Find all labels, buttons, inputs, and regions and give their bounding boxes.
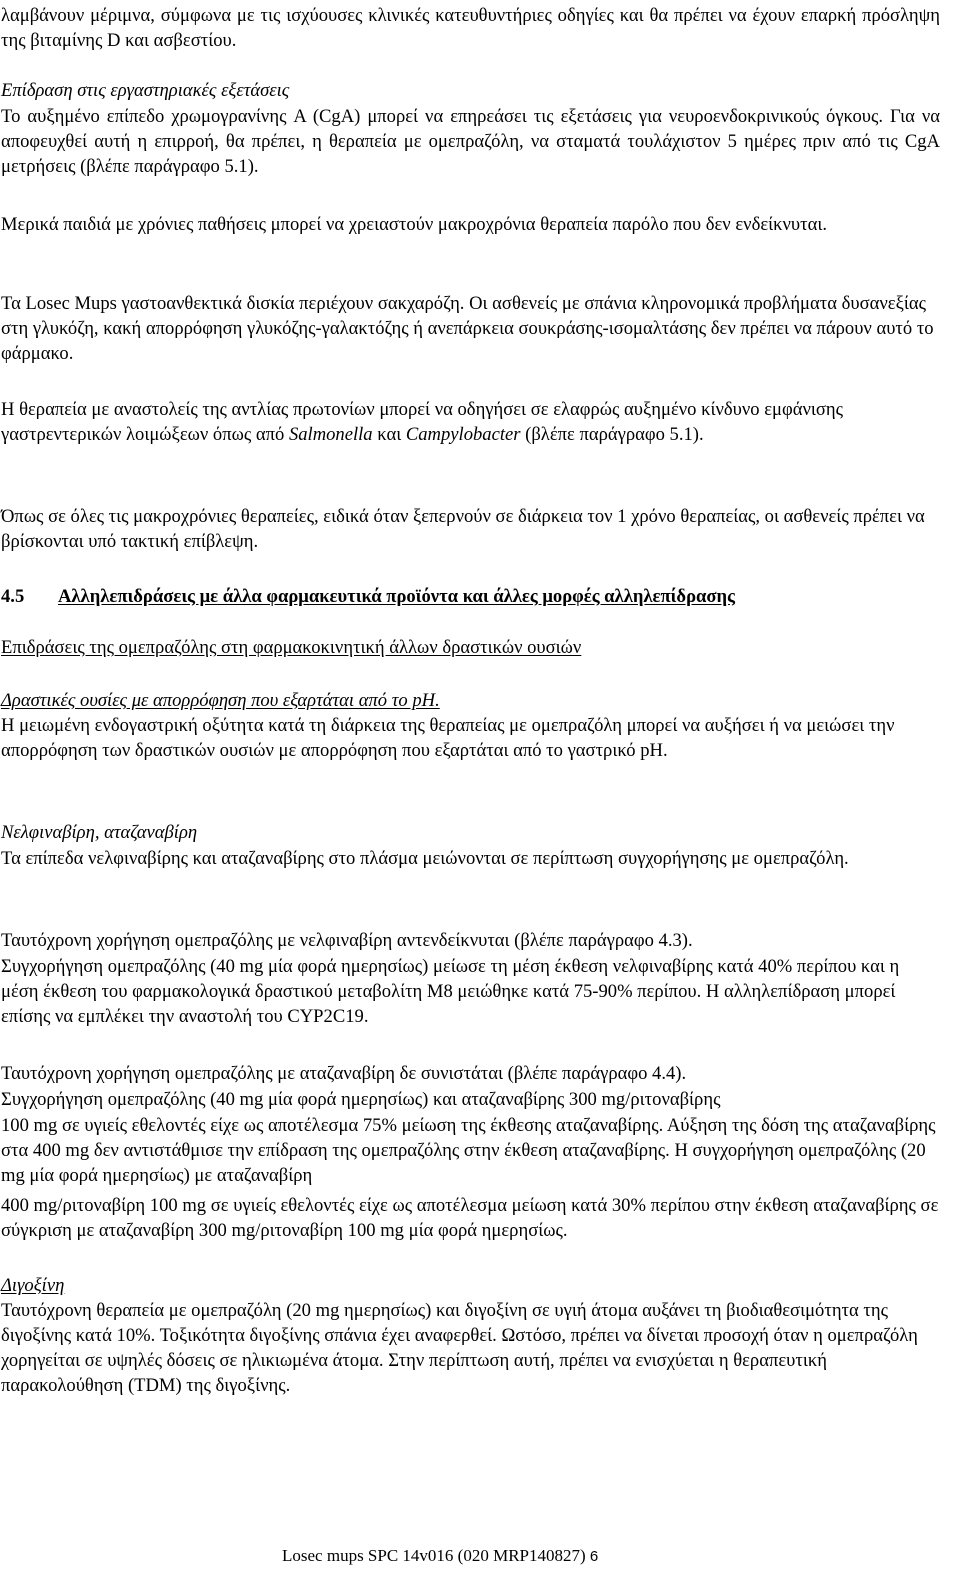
- nelfinavir-subheading: Νελφιναβίρη, αταζαναβίρη: [1, 822, 198, 843]
- footer-text: Losec mups SPC 14v016 (020 MRP140827): [282, 1546, 586, 1565]
- ph-subheading-text: Δραστικές ουσίες με απορρόφηση που εξαρτάται από το pH.: [1, 690, 440, 711]
- page-number: 6: [589, 1548, 599, 1565]
- children-paragraph: Μερικά παιδιά με χρόνιες παθήσεις μπορεί να χρειαστούν μακροχρόνια θεραπεία παρόλο που δεν ενδείκνυται.: [1, 214, 827, 235]
- section-title: Αλληλεπιδράσεις με άλλα φαρμακευτικά προϊόντα και άλλες μορφές αλληλεπίδρασης: [58, 586, 735, 607]
- infection-text-a: Η θεραπεία με αναστολείς της αντλίας πρωτονίων μπορεί να οδηγήσει σε ελαφρώς αυξημένο κίνδυνο εμφάνισης γαστρεντερικών λοιμώξεων όπως από: [1, 399, 843, 445]
- section-number: 4.5: [1, 586, 25, 607]
- lab-tests-title: Επίδραση στις εργαστηριακές εξετάσεις: [1, 80, 290, 101]
- digoxin-subheading-text: Διγοξίνη: [1, 1275, 65, 1296]
- ph-subheading: [1, 688, 940, 713]
- atazanavir-line-2: Συγχορήγηση ομεπραζόλης (40 mg μία φορά ημερησίως) και αταζαναβίρης 300 mg/ριτοναβίρης: [1, 1089, 721, 1110]
- intro-paragraph: λαμβάνουν μέριμνα, σύμφωνα με τις ισχύουσες κλινικές κατευθυντήριες οδηγίες και θα πρέπει να έχουν επαρκή πρόσληψη της βιταμίνης D και ασβεστίου.: [1, 5, 940, 51]
- sucrose-paragraph: Τα Losec Mups γαστοανθεκτικά δισκία περιέχουν σακχαρόζη. Οι ασθενείς με σπάνια κληρονομικά προβλήματα δυσανεξίας στη γλυκόζη, κακή απορρόφηση γλυκόζης-γαλακτόζης ή ανεπάρκεια σουκράσης-ισομαλτάσης δεν πρέπει να πάρουν αυτό το φάρμακο.: [1, 293, 934, 364]
- infection-text-c: (βλέπε παράγραφο 5.1).: [520, 424, 704, 445]
- atazanavir-line-4: 400 mg/ριτοναβίρη 100 mg σε υγιείς εθελοντές είχε ως αποτέλεσμα μείωση κατά 30% περίπου στην έκθεση αταζαναβίρης σε σύγκριση με αταζαναβίρη 300 mg/ριτοναβίρη 100 mg μία φορά ημερησίως.: [1, 1195, 939, 1241]
- campylobacter-term: Campylobacter: [405, 424, 521, 445]
- salmonella-term: Salmonella: [288, 424, 373, 445]
- nelfinavir-contraindication: Ταυτόχρονη χορήγηση ομεπραζόλης με νελφιναβίρη αντενδείκνυται (βλέπε παράγραφο 4.3).: [1, 930, 693, 951]
- long-term-paragraph: Όπως σε όλες τις μακροχρόνιες θεραπείες, ειδικά όταν ξεπερνούν σε διάρκεια τον 1 χρόνο θεραπείας, οι ασθενείς πρέπει να βρίσκονται υπό τακτική επίβλεψη.: [1, 506, 925, 552]
- ph-paragraph: Η μειωμένη ενδογαστρική οξύτητα κατά τη διάρκεια της θεραπείας με ομεπραζόλη μπορεί να αυξήσει ή να μειώσει την απορρόφηση των δραστικών ουσιών με απορρόφηση που εξαρτάται από το γαστρικό pH.: [1, 715, 895, 761]
- section-heading: [1, 584, 735, 609]
- digoxin-paragraph: Ταυτόχρονη θεραπεία με ομεπραζόλη (20 mg ημερησίως) και διγοξίνη σε υγιή άτομα αυξάνει τη βιοδιαθεσιμότητα της διγοξίνης κατά 10%. Τοξικότητα διγοξίνης σπάνια έχει αναφερθεί. Ωστόσο, πρέπει να δίνεται προσοχή όταν η ομεπραζόλη χορηγείται σε υψηλές δόσεις σε ηλικιωμένα άτομα. Στην περίπτωση αυτή, πρέπει να ενισχύεται η θεραπευτική παρακολούθηση (TDM) της διγοξίνης.: [1, 1300, 918, 1396]
- nelfinavir-coadmin-paragraph: Συγχορήγηση ομεπραζόλης (40 mg μία φορά ημερησίως) μείωσε τη μέση έκθεση νελφιναβίρης κατά 40% περίπου και η μέση έκθεση του φαρμακολογικά δραστικού μεταβολίτη M8 μειώθηκε κατά 75-90% περίπου. Η αλληλεπίδραση μπορεί επίσης να εμπλέκει την αναστολή του CYP2C19.: [1, 956, 900, 1027]
- atazanavir-line-1: Ταυτόχρονη χορήγηση ομεπραζόλης με αταζαναβίρη δε συνιστάται (βλέπε παράγραφο 4.4).: [1, 1063, 687, 1084]
- effects-subheading: [1, 635, 940, 660]
- atazanavir-line-3: 100 mg σε υγιείς εθελοντές είχε ως αποτέλεσμα 75% μείωση της έκθεσης αταζαναβίρης. Αύξηση της δόση της αταζαναβίρης στα 400 mg δεν αντιστάθμισε την επίδραση της ομεπραζόλης στην έκθεση αταζαναβίρης. Η συγχορήγηση ομεπραζόλης (20 mg μία φορά ημερησίως) με αταζαναβίρη: [1, 1115, 936, 1186]
- nelfinavir-paragraph: Τα επίπεδα νελφιναβίρης και αταζαναβίρης στο πλάσμα μειώνονται σε περίπτωση συγχορήγησης με ομεπραζόλη.: [1, 848, 849, 869]
- infection-paragraph: [1, 397, 940, 447]
- effects-subheading-text: Επιδράσεις της ομεπραζόλης στη φαρμακοκινητική άλλων δραστικών ουσιών: [1, 637, 582, 658]
- page-footer: [282, 1545, 682, 1568]
- digoxin-subheading: [1, 1273, 940, 1298]
- lab-tests-paragraph: Το αυξημένο επίπεδο χρωμογρανίνης A (CgA) μπορεί να επηρεάσει τις εξετάσεις για νευροενδοκρινικούς όγκους. Για να αποφευχθεί αυτή η επιρροή, θα πρέπει, η θεραπεία με ομεπραζόλη, να σταματά τουλάχιστον 5 ημέρες πριν από τις CgA μετρήσεις (βλέπε παράγραφο 5.1).: [1, 106, 940, 177]
- infection-text-b: και: [372, 424, 406, 445]
